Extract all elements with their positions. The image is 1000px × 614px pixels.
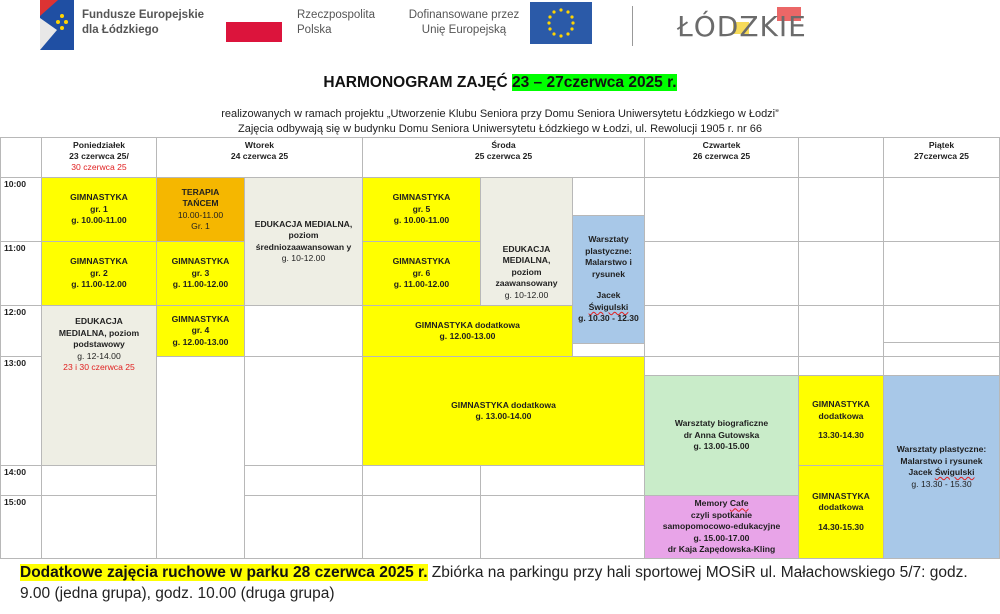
event-tue-gymnastics-4[interactable] [156, 305, 245, 357]
time-label-11: 11:00 [4, 243, 26, 253]
title-date-highlight: 23 – 27czerwca 2025 r. [511, 74, 677, 91]
eu-funds-label [82, 8, 204, 38]
event-group: gr. 6 [412, 267, 431, 278]
event-title: GIMNASTYKA dodatkowa [451, 399, 556, 410]
empty-cell [644, 305, 799, 357]
empty-cell [244, 465, 363, 496]
empty-cell [41, 465, 157, 496]
day-header-monday [41, 137, 157, 178]
event-title: Warsztaty biograficzne [674, 418, 769, 429]
event-title-word-1: Memory [694, 498, 728, 509]
subtitle-location: Zajęcia odbywają się w budynku Domu Seniora Uniwersytetu Łódzkiego w Łodzi, ul. Rewolucji 1905 r. nr 66 [238, 123, 762, 135]
event-title: EDUKACJA MEDIALNA, poziom podstawowy [58, 316, 140, 349]
row-divider [0, 465, 42, 466]
day-name: Środa [491, 140, 516, 150]
day-date: 23 czerwca 25/ [69, 151, 129, 161]
title-prefix: HARMONOGRAM ZAJĘĆ [323, 74, 512, 91]
lodzkie-wordmark: ŁÓDZKIE [677, 10, 807, 43]
day-date-extra: 30 czerwca 25 [71, 162, 127, 172]
event-time: g. 13.00-15.00 [693, 441, 750, 452]
day-header-thursday [644, 137, 799, 178]
day-name: Piątek [928, 140, 955, 150]
empty-cell [480, 465, 645, 496]
funds-line-2: dla Łódzkiego [82, 24, 159, 36]
event-person-first: Jacek [908, 467, 933, 477]
event-title: GIMNASTYKA [171, 313, 230, 324]
event-time: g. 12-14.00 [77, 350, 121, 361]
day-header-friday [883, 137, 1000, 178]
time-label-14: 14:00 [4, 467, 26, 477]
eu-funds-logo-icon [40, 0, 74, 50]
eu-flag-icon [530, 2, 592, 44]
empty-cell [41, 495, 157, 559]
event-tue-dance-therapy[interactable] [156, 177, 245, 242]
empty-cell [362, 495, 481, 559]
event-mon-gymnastics-2[interactable] [41, 241, 157, 306]
event-group: Gr. 1 [191, 221, 210, 231]
empty-cell [798, 305, 884, 357]
event-title: GIMNASTYKA [70, 192, 128, 203]
empty-cell [883, 177, 1000, 242]
event-time: g. 13.30 - 15.30 [911, 478, 972, 489]
event-fri-art-workshop[interactable] [883, 375, 1000, 559]
day-date: 25 czerwca 25 [474, 151, 533, 161]
footer-details: Zbiórka na parkingu przy hali sportowej MOSiR ul. Małachowskiego 5/7: godz. 9.00 (jedna grupa), godz. 10.00 (druga grupa) [20, 564, 968, 602]
event-time: 13.30-14.30 [818, 430, 864, 441]
empty-cell [362, 465, 481, 496]
time-label-12: 12:00 [4, 307, 26, 317]
empty-cell [644, 177, 799, 242]
empty-cell [572, 343, 645, 357]
logo-bar [0, 0, 1000, 60]
event-title: EDUKACJA MEDIALNA, poziom średniozaawansowan y [254, 218, 353, 252]
day-date: 24 czerwca 25 [230, 151, 289, 161]
row-divider [0, 241, 42, 242]
event-person-first: Jacek [596, 290, 621, 301]
event-title-word-2: Cafe [729, 498, 749, 509]
empty-cell [883, 342, 1000, 357]
event-time: g. 10-12.00 [281, 253, 326, 263]
event-title: TERAPIA TAŃCEM [181, 186, 220, 208]
event-subtitle-1: czyli spotkanie [690, 509, 753, 520]
event-group: gr. 1 [90, 203, 108, 214]
event-time: 14.30-15.30 [818, 521, 864, 532]
event-time: g. 11.00-12.00 [393, 279, 450, 290]
event-tue-media-intermediate[interactable] [244, 177, 363, 306]
event-title: GIMNASTYKA dodatkowa [812, 490, 870, 513]
event-wed-extra-gymnastics-2[interactable] [362, 356, 645, 466]
event-person [909, 467, 975, 479]
empty-cell [883, 305, 1000, 343]
footer-highlight: Dodatkowe zajęcia ruchowe w parku 28 czerwca 2025 r. [20, 564, 428, 581]
event-thu-extra-gymnastics-1[interactable] [798, 375, 884, 466]
funds-line-1: Fundusze Europejskie [82, 9, 205, 21]
event-person: dr Anna Gutowska [683, 429, 760, 440]
day-name: Poniedziałek [72, 140, 126, 150]
event-time: g. 10.30 - 12.30 [578, 313, 639, 324]
header-corner [0, 137, 42, 178]
pl-line-2: Polska [297, 24, 332, 36]
event-person-last: Świgulski [934, 467, 975, 477]
event-thu-extra-gymnastics-2[interactable] [798, 465, 884, 559]
day-header-tuesday [156, 137, 363, 178]
day-name: Czwartek [702, 140, 741, 150]
event-mon-media-basic[interactable] [41, 305, 157, 466]
empty-cell [798, 177, 884, 242]
event-wed-media-advanced[interactable] [480, 177, 573, 306]
event-time: g. 11.00-12.00 [71, 279, 127, 290]
empty-cell [644, 356, 799, 376]
time-label-15: 15:00 [4, 497, 26, 507]
event-title: GIMNASTYKA [392, 256, 451, 267]
event-wed-extra-gymnastics-1[interactable] [362, 305, 573, 357]
time-label-13: 13:00 [4, 358, 26, 368]
poland-flag-icon [226, 2, 282, 42]
row-divider [0, 495, 42, 496]
event-time: g. 11.00-12.00 [172, 279, 229, 290]
event-title: Warsztaty plastyczne: Malarstwo i rysunek [896, 444, 987, 466]
event-time: 10.00-11.00 [177, 209, 224, 220]
logo-divider [632, 6, 633, 46]
lodzkie-logo [677, 2, 822, 46]
day-name: Wtorek [244, 140, 275, 150]
page-title [0, 74, 1000, 92]
empty-cell [244, 356, 363, 466]
event-title: GIMNASTYKA [70, 256, 128, 267]
event-thu-biographic-workshop[interactable] [644, 375, 799, 496]
event-time: g. 10.00-11.00 [393, 215, 450, 226]
event-group: gr. 2 [90, 267, 108, 278]
event-group: gr. 5 [412, 203, 431, 214]
row-divider [0, 356, 42, 357]
footer-note [20, 562, 990, 604]
cofinanced-label [404, 8, 524, 38]
event-tue-gymnastics-3[interactable] [156, 241, 245, 306]
empty-cell [244, 305, 363, 357]
subtitle-project: realizowanych w ramach projektu „Utworzenie Klubu Seniora przy Domu Seniora Uniwersytetu Łódzkiego w Łodzi” [221, 108, 779, 120]
event-person-last: Świgulski [588, 301, 629, 312]
event-wed-gymnastics-5[interactable] [362, 177, 481, 242]
day-date: 26 czerwca 25 [692, 151, 751, 161]
event-title: GIMNASTYKA [171, 256, 230, 267]
event-title: EDUKACJA MEDIALNA, poziom zaawansowany [495, 243, 558, 288]
event-group: gr. 3 [191, 267, 210, 278]
event-time: g. 12.00-13.00 [172, 336, 229, 347]
event-title: GIMNASTYKA dodatkowa [415, 319, 520, 330]
event-title: GIMNASTYKA dodatkowa [812, 399, 870, 421]
day-header-wednesday [362, 137, 645, 178]
empty-cell [798, 356, 884, 376]
empty-cell [244, 495, 363, 559]
event-time: g. 10.00-11.00 [71, 215, 127, 226]
event-group: gr. 4 [191, 325, 210, 336]
cofin-line-2: Unię Europejską [421, 24, 507, 36]
event-subtitle-2: samopomocowo-edukacyjne [662, 521, 781, 532]
event-mon-gymnastics-1[interactable] [41, 177, 157, 242]
event-time: g. 10-12.00 [504, 289, 549, 300]
time-label-10: 10:00 [4, 179, 26, 189]
empty-cell [644, 241, 799, 306]
event-time: g. 15.00-17.00 [693, 532, 750, 543]
day-date: 27czerwca 25 [914, 151, 969, 161]
empty-cell [480, 495, 645, 559]
empty-cell [798, 241, 884, 306]
event-time: g. 13.00-14.00 [475, 411, 532, 421]
timetable [0, 137, 1000, 559]
event-time: g. 12.00-13.00 [439, 331, 496, 341]
empty-cell [883, 241, 1000, 306]
empty-cell [156, 356, 245, 559]
event-wed-art-workshop[interactable] [572, 215, 645, 344]
row-divider [0, 305, 42, 306]
event-title [695, 498, 749, 510]
event-title: GIMNASTYKA [392, 192, 451, 203]
cofin-line-1: Dofinansowane przez [408, 9, 520, 21]
event-thu-memory-cafe[interactable] [644, 495, 799, 559]
empty-cell [572, 177, 645, 216]
pl-line-1: Rzeczpospolita [297, 9, 375, 21]
event-person: dr Kaja Zapędowska-Kling [667, 544, 776, 555]
event-dates-note: 23 i 30 czerwca 25 [63, 362, 135, 372]
day-header-thursday-b [798, 137, 884, 178]
poland-label [297, 8, 375, 38]
event-title: Warsztaty plastyczne: Malarstwo i rysunek [585, 234, 632, 279]
empty-cell [883, 356, 1000, 376]
event-wed-gymnastics-6[interactable] [362, 241, 481, 306]
